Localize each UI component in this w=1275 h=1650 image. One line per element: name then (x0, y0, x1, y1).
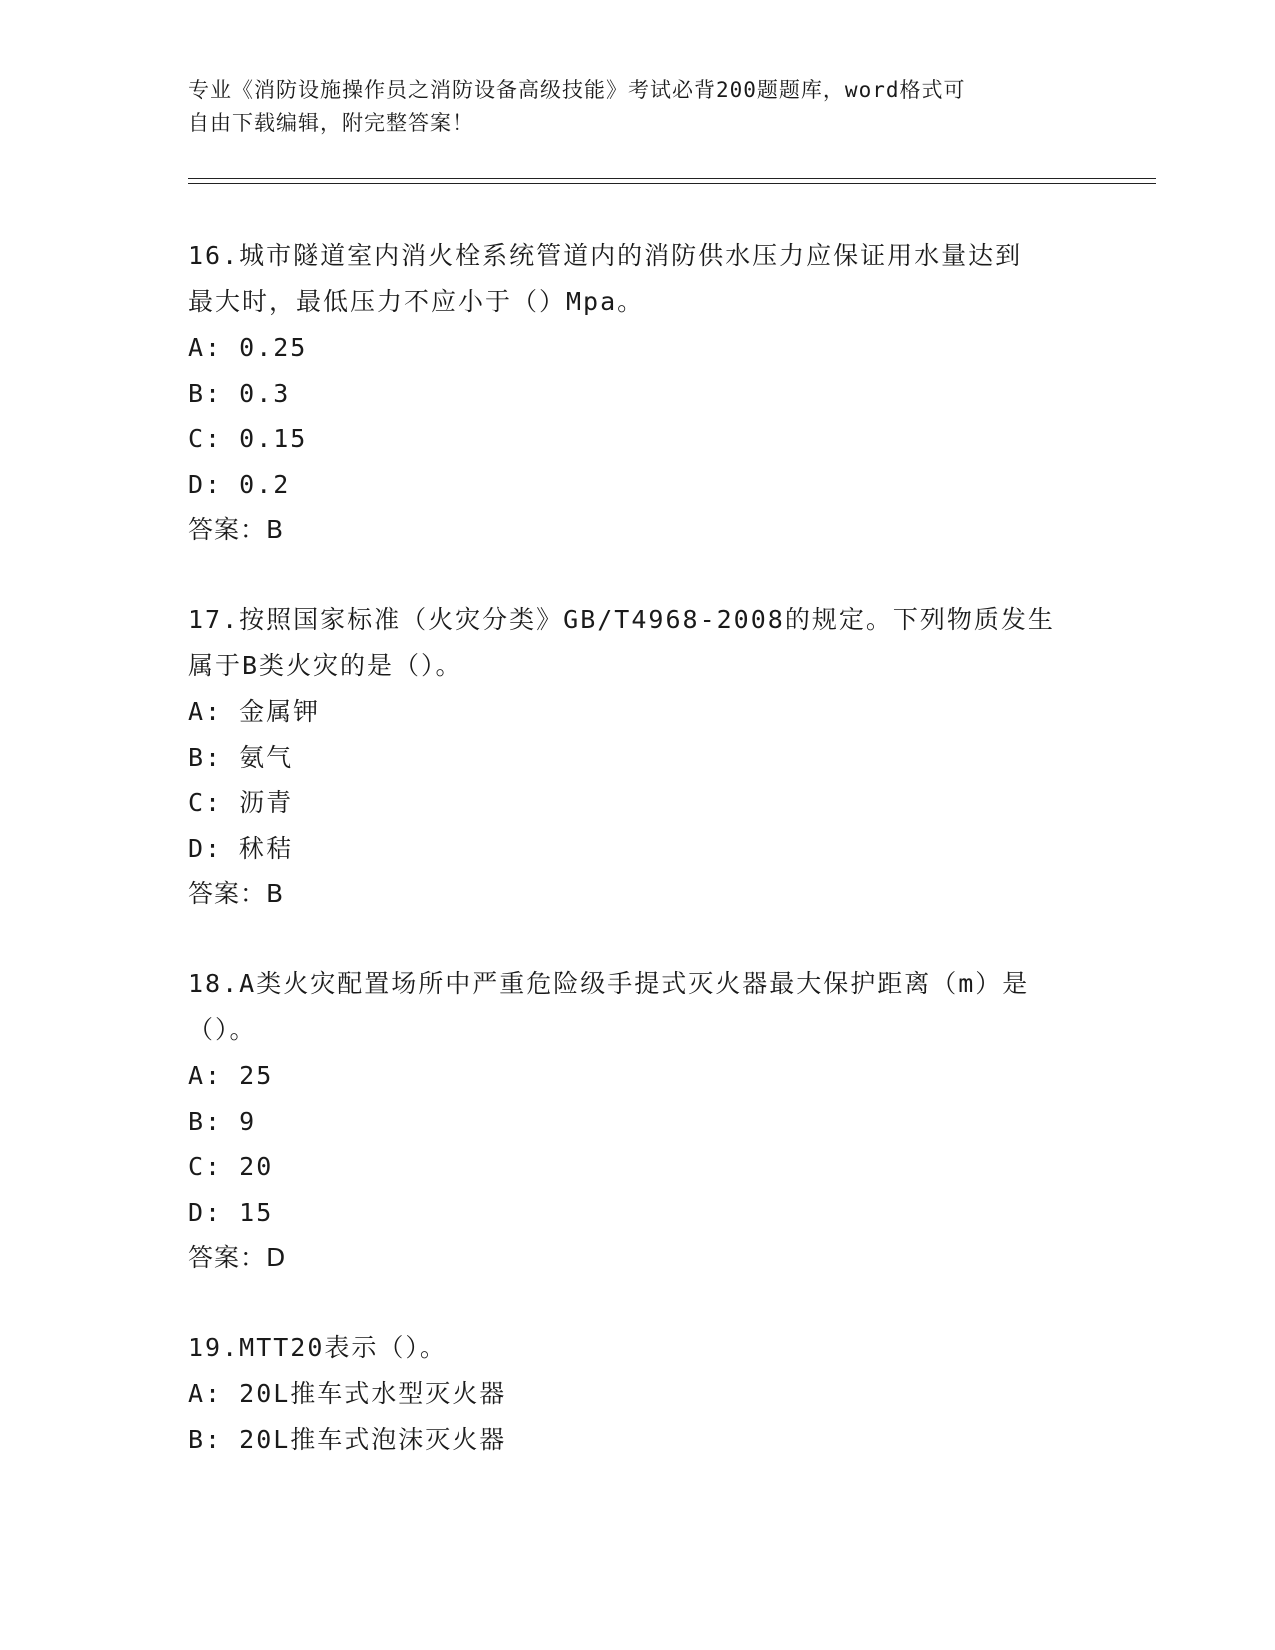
question-16 (188, 233, 1088, 553)
question-stem-line: 属于B类火灾的是（）。 (188, 651, 463, 680)
answer-line: 答案：D (188, 1243, 287, 1272)
answer-line: 答案：B (188, 515, 285, 544)
question-19 (188, 1325, 1088, 1462)
option-a: A: 20L推车式水型灭火器 (188, 1379, 507, 1408)
option-b: B: 9 (188, 1106, 257, 1136)
option-d: D: 15 (188, 1197, 274, 1227)
option-d: D: 秫秸 (188, 833, 294, 863)
document-header (188, 74, 1068, 140)
question-stem-line: 18.A类火灾配置场所中严重危险级手提式灭火器最大保护距离（m）是 (188, 969, 1030, 998)
header-line-1: 专业《消防设施操作员之消防设备高级技能》考试必背200题题库，word格式可 (188, 78, 966, 102)
option-b: B: 0.3 (188, 378, 291, 408)
option-b: B: 氨气 (188, 742, 294, 772)
option-a: A: 0.25 (188, 333, 308, 362)
answer-line: 答案：B (188, 879, 285, 908)
question-stem-line: 19.MTT20表示（）。 (188, 1333, 447, 1362)
header-divider-bottom (188, 183, 1156, 184)
option-b: B: 20L推车式泡沫灭火器 (188, 1424, 507, 1454)
question-stem-line: 16.城市隧道室内消火栓系统管道内的消防供水压力应保证用水量达到 (188, 241, 1023, 270)
question-17 (188, 597, 1088, 917)
question-stem-line: （）。 (188, 1015, 257, 1044)
option-a: A: 金属钾 (188, 697, 321, 726)
option-d: D: 0.2 (188, 469, 291, 499)
question-18 (188, 961, 1088, 1281)
question-stem-line: 最大时，最低压力不应小于（）Mpa。 (188, 287, 645, 316)
option-c: C: 20 (188, 1152, 274, 1181)
header-line-2: 自由下载编辑，附完整答案！ (188, 111, 474, 135)
option-a: A: 25 (188, 1061, 274, 1090)
option-c: C: 0.15 (188, 424, 308, 453)
question-stem-line: 17.按照国家标准（火灾分类》GB/T4968-2008的规定。下列物质发生 (188, 605, 1055, 634)
option-c: C: 沥青 (188, 788, 294, 817)
header-divider-top (188, 178, 1156, 179)
